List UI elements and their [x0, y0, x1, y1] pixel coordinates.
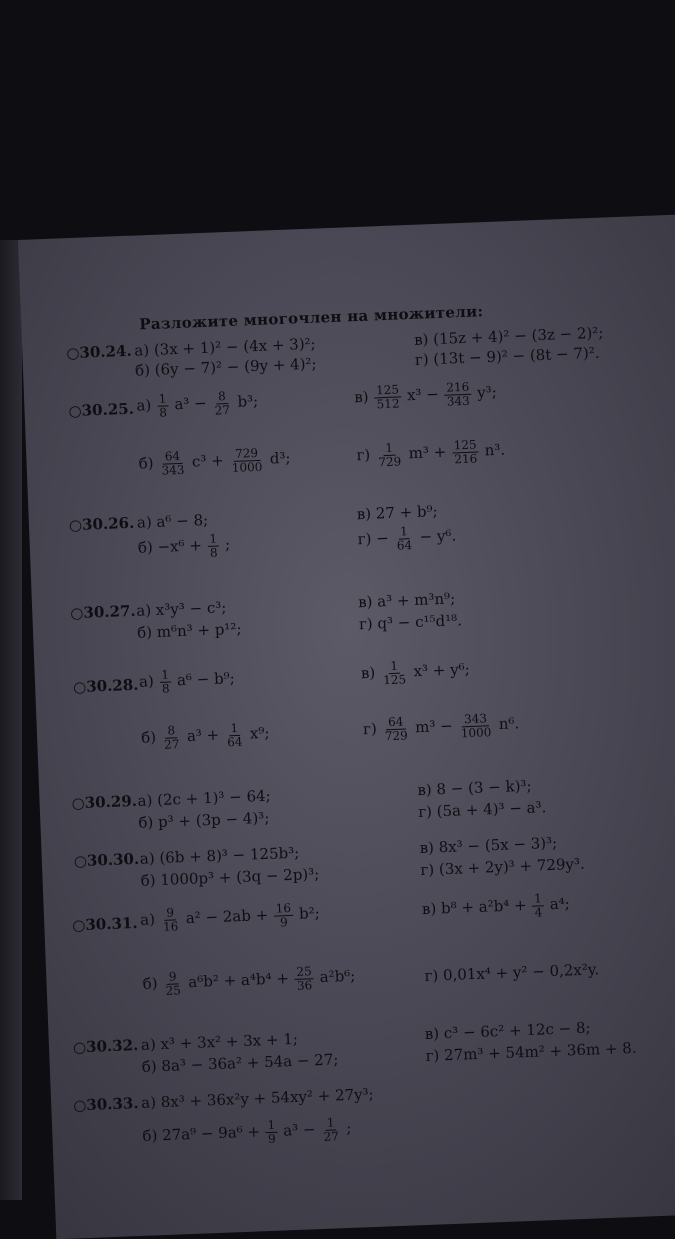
- problem-number: ○30.32.: [72, 1035, 139, 1057]
- problem-item-b: б) $\frac{9}{25}$ a⁶b² + a⁴b⁴ + $\frac{25}{36}$ a²b⁶;: [142, 964, 356, 998]
- problem-item-g: г) 0,01x⁴ + y² − 0,2x²y.: [424, 960, 600, 985]
- page-content: [18, 213, 675, 1239]
- problem-30-31: [44, 885, 675, 998]
- problem-item-b: б) m⁶n³ + p¹²;: [136, 619, 242, 642]
- problem-item-g: г) q³ − c¹⁵d¹⁸.: [358, 611, 463, 634]
- problem-30-26: [29, 491, 675, 560]
- section-title: Разложите многочлен на множители:: [138, 302, 484, 334]
- problem-item-v: в) $\frac{125}{512}$ x³ − $\frac{216}{343}$ y³;: [353, 379, 498, 411]
- problem-30-29: [39, 769, 675, 832]
- problem-item-a: а) $\frac{1}{8}$ a³ − $\frac{8}{27}$ b³;: [136, 389, 259, 420]
- problem-30-25: [24, 371, 675, 478]
- problem-number: ○30.30.: [73, 849, 140, 871]
- problem-number: ○30.31.: [72, 913, 138, 935]
- problem-item-b: б) −x⁶ + $\frac{1}{8}$ ;: [137, 531, 231, 560]
- problem-item-a: а) x³y³ − c³;: [135, 598, 227, 620]
- problem-item-v: в) 8 − (3 − k)³;: [417, 776, 532, 800]
- problem-item-a: а) $\frac{9}{16}$ a² − 2ab + $\frac{16}{9}$ b²;: [139, 901, 321, 934]
- problem-item-v: в) 8x³ − (5x − 3)³;: [419, 833, 558, 858]
- problem-item-b: б) p³ + (3p − 4)³;: [138, 808, 270, 832]
- problem-number: ○30.26.: [68, 513, 135, 535]
- problem-number: ○30.25.: [68, 399, 135, 421]
- problem-number: ○30.24.: [66, 341, 132, 363]
- problem-item-b: б) $\frac{64}{343}$ c³ + $\frac{729}{1000}$ d³;: [138, 445, 291, 478]
- problem-item-g: г) $\frac{64}{729}$ m³ − $\frac{343}{1000}$ n⁶.: [362, 711, 520, 743]
- problem-item-b: б) 27a⁹ − 9a⁶ + $\frac{1}{9}$ a³ − $\frac{1}{27}$ ;: [142, 1115, 352, 1146]
- problem-30-32: [49, 1013, 675, 1076]
- problem-number: ○30.28.: [72, 675, 139, 697]
- problem-number: ○30.33.: [72, 1094, 139, 1115]
- textbook-page: [18, 213, 675, 1239]
- problem-30-27: [32, 579, 675, 642]
- problem-item-g: г) (5a + 4)³ − a³.: [417, 798, 547, 822]
- problem-item-v: в) 27 + b⁹;: [356, 502, 438, 524]
- problem-item-a: а) a⁶ − 8;: [136, 510, 209, 532]
- problem-item-v: в) b⁸ + a²b⁴ + $\frac{1}{4}$ a⁴;: [421, 891, 571, 920]
- problem-item-v: в) c³ − 6c² + 12c − 8;: [424, 1018, 591, 1043]
- problem-item-a: а) $\frac{1}{8}$ a⁶ − b⁹;: [138, 667, 236, 696]
- problem-item-b: б) 8a³ − 36a² + 54a − 27;: [141, 1050, 339, 1076]
- problem-item-v: в) (15z + 4)² − (3z − 2)²;: [413, 323, 604, 349]
- problem-item-v: в) a³ + m³n⁹;: [357, 589, 456, 612]
- problem-item-g: г) $\frac{1}{729}$ m³ + $\frac{125}{216}$ n³.: [356, 437, 506, 469]
- problem-item-g: г) (13t − 9)² − (8t − 7)².: [414, 343, 600, 369]
- problem-item-a: а) (3x + 1)² − (4x + 3)²;: [133, 334, 317, 360]
- problem-item-a: а) 8x³ + 36x²y + 54xy² + 27y³;: [140, 1084, 374, 1112]
- problem-item-g: г) 27m³ + 54m² + 36m + 8.: [425, 1038, 637, 1065]
- problem-item-b: б) $\frac{8}{27}$ a³ + $\frac{1}{64}$ x⁹;: [140, 720, 270, 752]
- book-spine: [0, 240, 22, 1200]
- problem-item-b: б) 1000p³ + (3q − 2p)³;: [140, 864, 320, 890]
- problem-item-g: г) (3x + 2y)³ + 729y³.: [420, 854, 586, 880]
- problem-30-28: [35, 647, 675, 752]
- problem-item-a: а) x³ + 3x² + 3x + 1;: [140, 1029, 299, 1054]
- problem-30-30: [42, 827, 675, 890]
- problem-number: ○30.27.: [70, 601, 136, 623]
- problem-item-a: а) (6b + 8)³ − 125b³;: [139, 843, 300, 868]
- problem-item-b: б) (6y − 7)² − (9y + 4)²;: [134, 354, 317, 380]
- problem-number: ○30.29.: [71, 791, 138, 813]
- problem-item-v: в) $\frac{1}{125}$ x³ + y⁶;: [360, 658, 471, 687]
- problem-item-g: г) − $\frac{1}{64}$ − y⁶.: [357, 524, 457, 553]
- problem-item-a: а) (2c + 1)³ − 64;: [137, 786, 271, 810]
